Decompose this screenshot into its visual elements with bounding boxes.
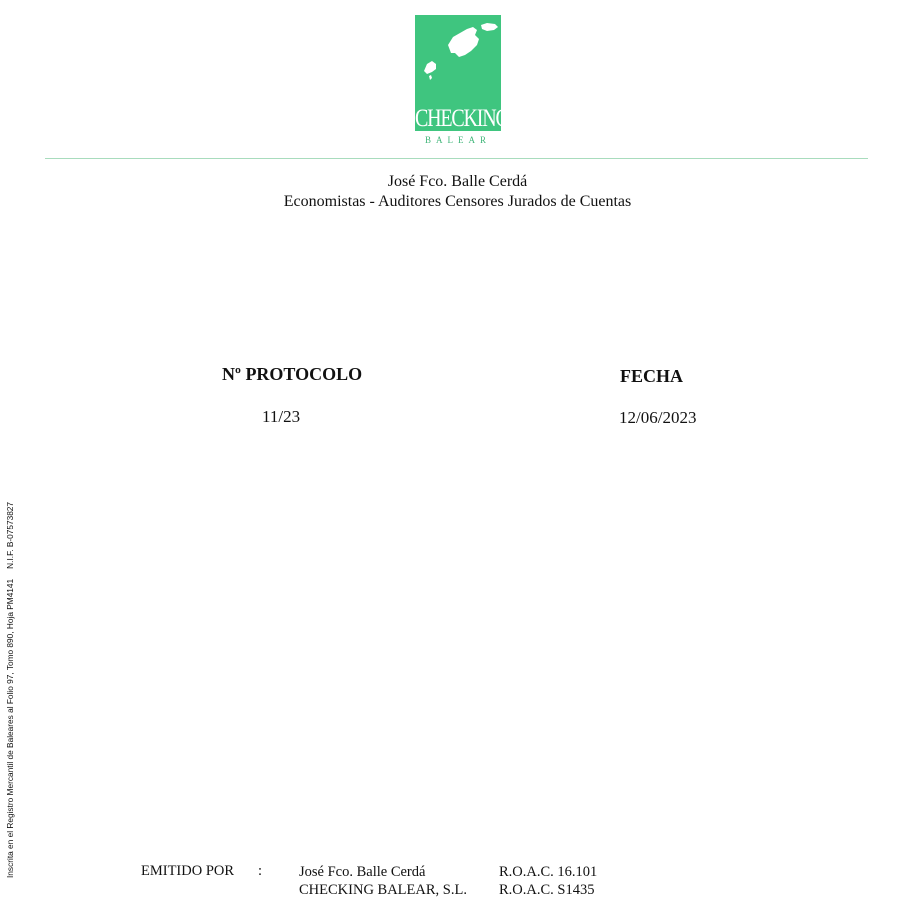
issuer-name: José Fco. Balle Cerdá xyxy=(299,864,426,880)
company-logo xyxy=(415,15,509,132)
logo-wordmark: CHECKING xyxy=(415,104,509,132)
issued-by-label: EMITIDO POR xyxy=(141,863,235,879)
balearic-islands-map-icon xyxy=(415,15,501,107)
protocol-label: Nº PROTOCOLO xyxy=(222,364,363,384)
issuer-roac: R.O.A.C. 16.101 xyxy=(499,864,598,880)
issued-by-colon: : xyxy=(258,863,263,879)
registry-text: Inscrita en el Registro Mercantil de Baleares al Folio 97, Tomo 890, Hoja PM4141 xyxy=(5,578,15,878)
registry-side-note xyxy=(5,502,15,878)
nif-text: N.I.F. B-07573827 xyxy=(5,501,15,569)
firm-description: Economistas - Auditores Censores Jurados de Cuentas xyxy=(283,193,632,210)
issuer-company: CHECKING BALEAR, S.L. xyxy=(299,882,467,898)
auditor-name: José Fco. Balle Cerdá xyxy=(387,173,528,190)
protocol-value: 11/23 xyxy=(262,407,301,426)
header-divider xyxy=(45,158,868,159)
date-value: 12/06/2023 xyxy=(619,408,697,427)
date-label: FECHA xyxy=(620,366,683,386)
logo-subtitle: BALEAR xyxy=(425,135,491,145)
issuer-company-roac: R.O.A.C. S1435 xyxy=(499,882,595,898)
